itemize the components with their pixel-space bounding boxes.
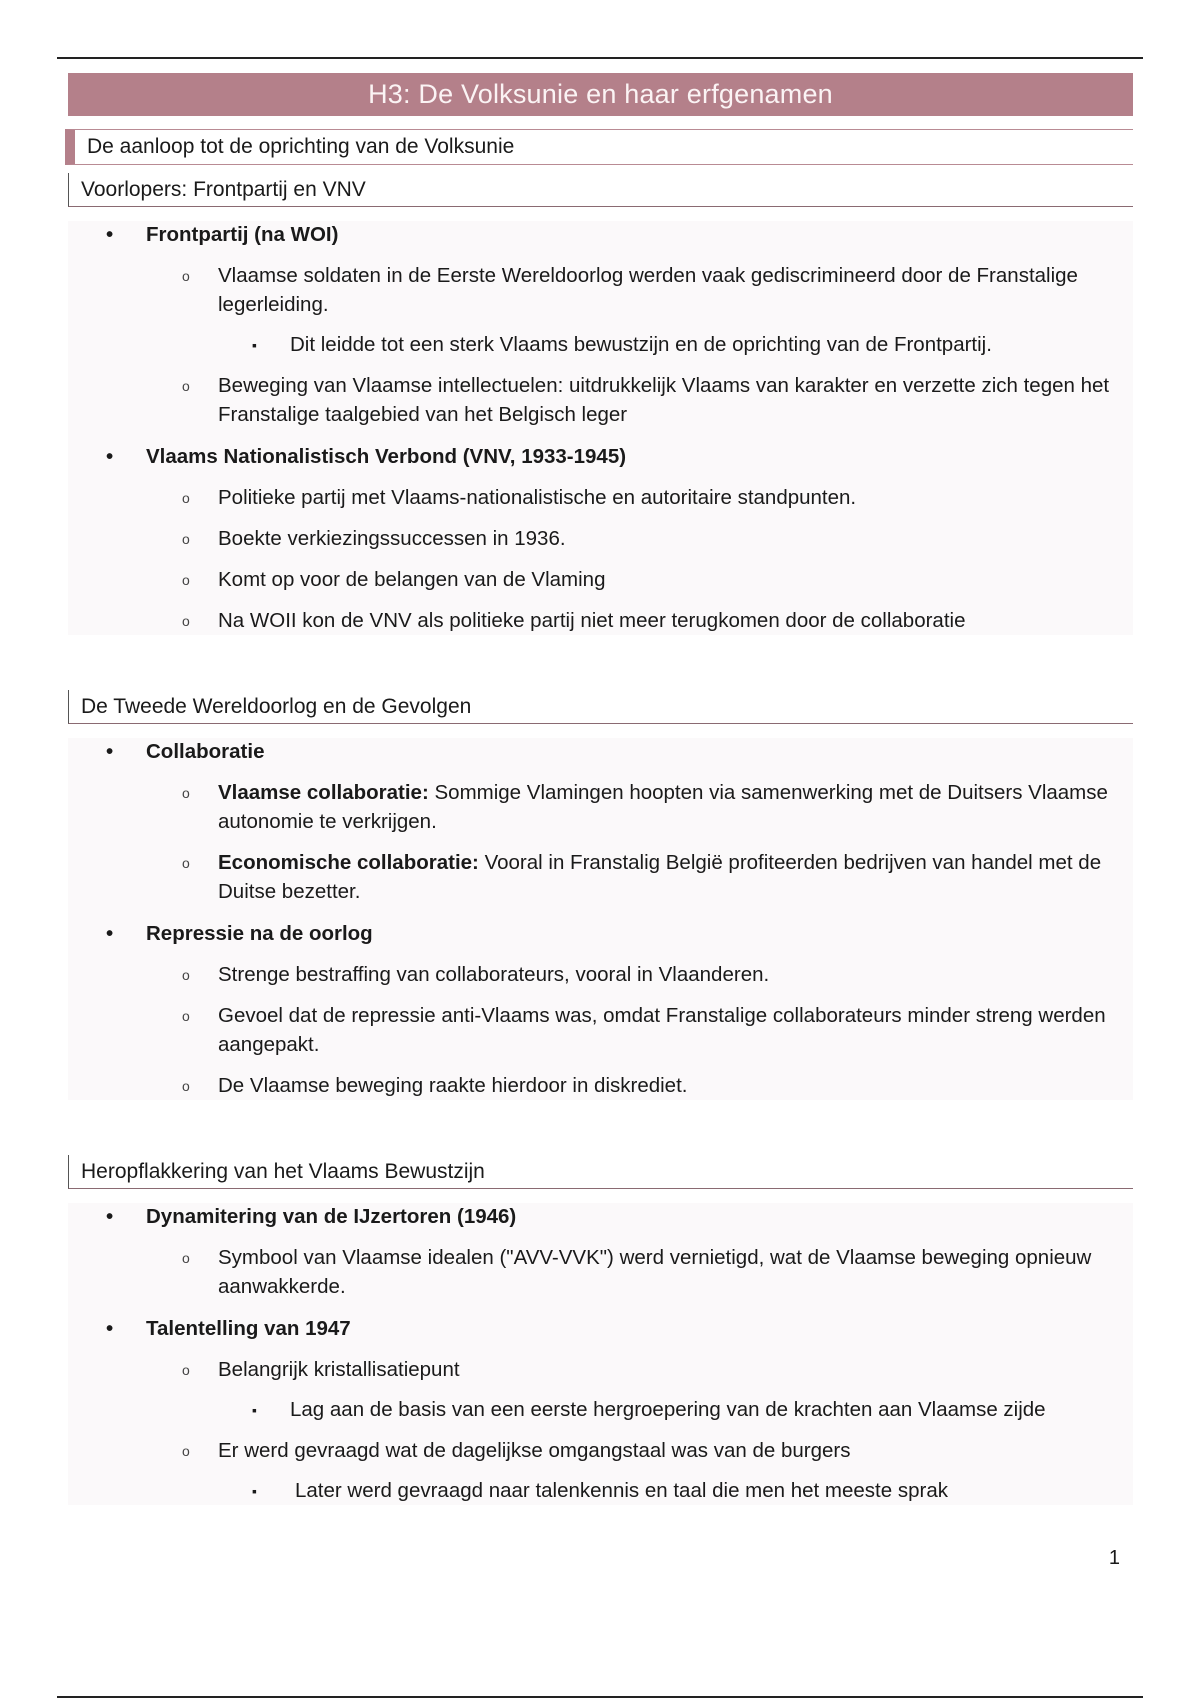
section-heading: Voorlopers: Frontpartij en VNV (68, 173, 1133, 207)
section-body (68, 221, 1133, 635)
document-page (68, 73, 1133, 1505)
term-label: Vlaamse collaboratie: (218, 781, 429, 804)
term-text: Sommige Vlamingen hoopten via samenwerking met de Duitsers Vlaamse autonomie te verkrijgen. (218, 781, 1108, 833)
page-number: 1 (1108, 1547, 1120, 1569)
term-label: Economische collaboratie: (218, 851, 479, 874)
list-item: o Vlaamse soldaten in de Eerste Wereldoorlog werden vaak gediscrimineerd door de Franstalige legerleiding. (68, 261, 1133, 319)
topic-title: • Frontpartij (na WOI) (68, 221, 1133, 249)
section-heading: Heropflakkering van het Vlaams Bewustzijn (68, 1155, 1133, 1189)
list-item: o Gevoel dat de repressie anti-Vlaams was, omdat Franstalige collaborateurs minder streng werden aangepakt. (68, 1001, 1133, 1059)
list-item: o Na WOII kon de VNV als politieke partij niet meer terugkomen door de collaboratie (68, 606, 1133, 635)
list-item: o Er werd gevraagd wat de dagelijkse omgangstaal was van de burgers (68, 1436, 1133, 1465)
bottom-rule (57, 1696, 1143, 1698)
topic-title: • Dynamitering van de IJzertoren (1946) (68, 1203, 1133, 1231)
list-item: o Komt op voor de belangen van de Vlaming (68, 565, 1133, 594)
list-item (68, 848, 1133, 906)
topic-title: • Repressie na de oorlog (68, 920, 1133, 948)
list-item: o Beweging van Vlaamse intellectuelen: uitdrukkelijk Vlaams van karakter en verzette zich tegen het Franstalige taalgebied van het Belgisch leger (68, 371, 1133, 429)
list-item: o Symbool van Vlaamse idealen ("AVV-VVK") werd vernietigd, wat de Vlaamse beweging opnieuw aanwakkerde. (68, 1243, 1133, 1301)
sub-list-item: ▪ Dit leidde tot een sterk Vlaams bewustzijn en de oprichting van de Frontpartij. (68, 331, 1133, 359)
term-text: Vooral in Franstalig België profiteerden bedrijven van handel met de Duitse bezetter. (218, 851, 1102, 903)
list-item: o Strenge bestraffing van collaborateurs, vooral in Vlaanderen. (68, 960, 1133, 989)
list-item (68, 778, 1133, 836)
list-item: o Belangrijk kristallisatiepunt (68, 1355, 1133, 1384)
section-body (68, 738, 1133, 1100)
section-body (68, 1203, 1133, 1505)
section-heading: De Tweede Wereldoorlog en de Gevolgen (68, 690, 1133, 724)
list-item: o Boekte verkiezingssuccessen in 1936. (68, 524, 1133, 553)
list-item: o Politieke partij met Vlaams-nationalistische en autoritaire standpunten. (68, 483, 1133, 512)
heading-1: De aanloop tot de oprichting van de Volksunie (65, 129, 1133, 165)
sub-list-item: ▪ Lag aan de basis van een eerste hergroepering van de krachten aan Vlaamse zijde (68, 1396, 1133, 1424)
page-title: H3: De Volksunie en haar erfgenamen (68, 73, 1133, 116)
topic-title: • Collaboratie (68, 738, 1133, 766)
sub-list-item: ▪ Later werd gevraagd naar talenkennis en taal die men het meeste sprak (68, 1477, 1133, 1505)
topic-title: • Talentelling van 1947 (68, 1315, 1133, 1343)
top-rule (57, 57, 1143, 59)
topic-title: • Vlaams Nationalistisch Verbond (VNV, 1933-1945) (68, 443, 1133, 471)
list-item: o De Vlaamse beweging raakte hierdoor in diskrediet. (68, 1071, 1133, 1100)
